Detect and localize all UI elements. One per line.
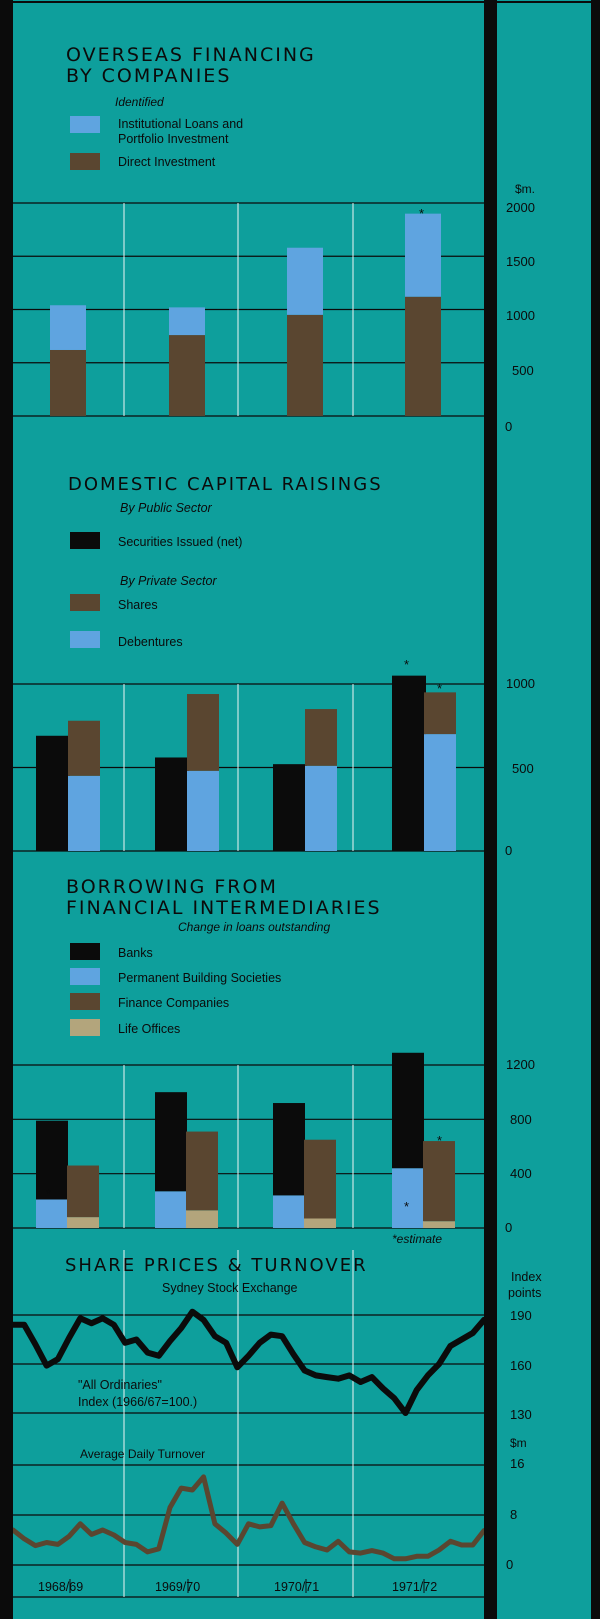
s4-index-label-1: "All Ordinaries" bbox=[78, 1378, 162, 1392]
s1-legend-loans-2: Portfolio Investment bbox=[118, 132, 229, 146]
s2-legend-swatch-shares bbox=[70, 594, 100, 611]
s1-bar-loans-1968/69 bbox=[50, 305, 86, 350]
s1-title-line1: OVERSEAS FINANCING bbox=[66, 44, 316, 66]
s2-star-private: * bbox=[437, 681, 443, 696]
s2-star-securities: * bbox=[404, 657, 410, 672]
s3-tick-1200: 1200 bbox=[506, 1057, 535, 1072]
s4-unit-m: $m bbox=[510, 1436, 527, 1450]
s3-bar-finance-1971/72 bbox=[423, 1141, 455, 1221]
s1-tick-2000: 2000 bbox=[506, 200, 535, 215]
s3-legend-swatch-life bbox=[70, 1019, 100, 1036]
year-label-1971-72: 1971/72 bbox=[392, 1580, 438, 1594]
s4-tick-160: 160 bbox=[510, 1358, 532, 1373]
s2-legend-swatch-securities bbox=[70, 532, 100, 549]
s1-bar-direct-1970/71 bbox=[287, 315, 323, 416]
s3-legend-finance: Finance Companies bbox=[118, 996, 230, 1010]
s5-tick-16: 16 bbox=[510, 1456, 525, 1471]
s4-tick-190: 190 bbox=[510, 1308, 532, 1323]
s2-tick-500: 500 bbox=[512, 761, 534, 776]
s2-legend-debentures: Debentures bbox=[118, 635, 183, 649]
s2-bar-debentures-1968/69 bbox=[68, 776, 100, 851]
s2-legend-securities: Securities Issued (net) bbox=[118, 535, 243, 549]
s2-title: DOMESTIC CAPITAL RAISINGS bbox=[68, 474, 383, 495]
s3-legend-life: Life Offices bbox=[118, 1022, 181, 1036]
s2-bar-debentures-1971/72 bbox=[424, 734, 456, 851]
s4-subtitle: Sydney Stock Exchange bbox=[162, 1281, 298, 1295]
s1-bar-loans-1970/71 bbox=[287, 248, 323, 315]
s3-title-line2: FINANCIAL INTERMEDIARIES bbox=[66, 897, 382, 919]
right-border bbox=[591, 0, 600, 1619]
s3-bar-finance-1970/71 bbox=[304, 1140, 336, 1219]
s3-bar-finance-1968/69 bbox=[67, 1166, 99, 1218]
s3-bar-building-1970/71 bbox=[273, 1195, 305, 1228]
s3-bar-building-1968/69 bbox=[36, 1199, 68, 1228]
s4-turnover-label: Average Daily Turnover bbox=[80, 1447, 206, 1461]
s2-bar-securities-1970/71 bbox=[273, 764, 307, 851]
s4-index-label-2: Index (1966/67=100.) bbox=[78, 1395, 198, 1409]
s3-bar-finance-1969/70 bbox=[186, 1132, 218, 1211]
s3-bar-life-1971/72 bbox=[423, 1221, 455, 1228]
s2-bar-securities-1969/70 bbox=[155, 757, 189, 851]
right-divider bbox=[484, 0, 497, 1619]
s1-unit: $m. bbox=[515, 182, 536, 196]
s3-legend-building: Permanent Building Societies bbox=[118, 971, 282, 985]
s3-star-finance-4: * bbox=[437, 1133, 443, 1148]
s1-tick-500: 500 bbox=[512, 363, 534, 378]
year-label-1970-71: 1970/71 bbox=[274, 1580, 320, 1594]
s2-public-heading: By Public Sector bbox=[120, 501, 212, 515]
s2-bar-debentures-1969/70 bbox=[187, 771, 219, 851]
s3-tick-800: 800 bbox=[510, 1112, 532, 1127]
s3-bar-building-1969/70 bbox=[155, 1191, 187, 1228]
s2-bar-shares-1968/69 bbox=[68, 721, 100, 776]
s1-tick-1000: 1000 bbox=[506, 308, 535, 323]
s3-footnote: *estimate bbox=[392, 1232, 443, 1246]
s2-bar-shares-1971/72 bbox=[424, 692, 456, 734]
s1-legend-loans-1: Institutional Loans and bbox=[118, 117, 244, 131]
s2-bar-shares-1970/71 bbox=[305, 709, 337, 766]
s5-tick-8: 8 bbox=[510, 1507, 518, 1522]
s3-bar-banks-1971/72 bbox=[392, 1053, 424, 1168]
s2-tick-0: 0 bbox=[505, 843, 513, 858]
s1-tick-0: 0 bbox=[505, 419, 513, 434]
s1-identified: Identified bbox=[115, 95, 164, 109]
s3-bar-banks-1970/71 bbox=[273, 1103, 305, 1195]
s3-bar-banks-1969/70 bbox=[155, 1092, 187, 1191]
s2-bar-debentures-1970/71 bbox=[305, 766, 337, 851]
s3-legend-swatch-banks bbox=[70, 943, 100, 960]
s3-subtitle: Change in loans outstanding bbox=[178, 920, 331, 934]
s1-star: * bbox=[419, 206, 425, 221]
s2-bar-securities-1971/72 bbox=[392, 676, 426, 851]
s1-tick-1500: 1500 bbox=[506, 254, 535, 269]
s4-title: SHARE PRICES & TURNOVER bbox=[65, 1255, 368, 1276]
s1-legend-swatch-direct bbox=[70, 153, 100, 170]
s1-legend-swatch-loans bbox=[70, 116, 100, 133]
s1-bar-loans-1971/72 bbox=[405, 214, 441, 297]
s2-tick-1000: 1000 bbox=[506, 676, 535, 691]
s1-title-line2: BY COMPANIES bbox=[66, 65, 232, 87]
s2-bar-shares-1969/70 bbox=[187, 694, 219, 771]
s1-bar-loans-1969/70 bbox=[169, 307, 205, 335]
s3-star-building-4: * bbox=[404, 1199, 410, 1214]
s1-bar-direct-1971/72 bbox=[405, 297, 441, 416]
s2-legend-swatch-debentures bbox=[70, 631, 100, 648]
s1-bar-direct-1968/69 bbox=[50, 350, 86, 416]
s2-legend-shares: Shares bbox=[118, 598, 158, 612]
s5-tick-0: 0 bbox=[506, 1557, 514, 1572]
year-label-1968-69: 1968/69 bbox=[38, 1580, 84, 1594]
year-label-1969-70: 1969/70 bbox=[155, 1580, 201, 1594]
left-border bbox=[0, 0, 13, 1619]
s3-bar-life-1969/70 bbox=[186, 1210, 218, 1228]
s3-tick-400: 400 bbox=[510, 1166, 532, 1181]
s1-legend-direct: Direct Investment bbox=[118, 155, 216, 169]
s3-legend-swatch-building bbox=[70, 968, 100, 985]
s3-title-line1: BORROWING FROM bbox=[66, 876, 278, 898]
s3-bar-life-1970/71 bbox=[304, 1218, 336, 1228]
s2-bar-securities-1968/69 bbox=[36, 736, 70, 851]
s3-legend-banks: Banks bbox=[118, 946, 153, 960]
s3-star-building-1: * bbox=[46, 1186, 52, 1201]
s4-unit-line2: points bbox=[508, 1286, 542, 1300]
s4-unit-line1: Index bbox=[511, 1270, 542, 1284]
s3-bar-life-1968/69 bbox=[67, 1217, 99, 1228]
s3-bar-banks-1968/69 bbox=[36, 1121, 68, 1200]
s3-tick-0: 0 bbox=[505, 1220, 513, 1235]
s4-tick-130: 130 bbox=[510, 1407, 532, 1422]
s3-legend-swatch-finance bbox=[70, 993, 100, 1010]
s1-bar-direct-1969/70 bbox=[169, 335, 205, 416]
s2-private-heading: By Private Sector bbox=[120, 574, 217, 588]
